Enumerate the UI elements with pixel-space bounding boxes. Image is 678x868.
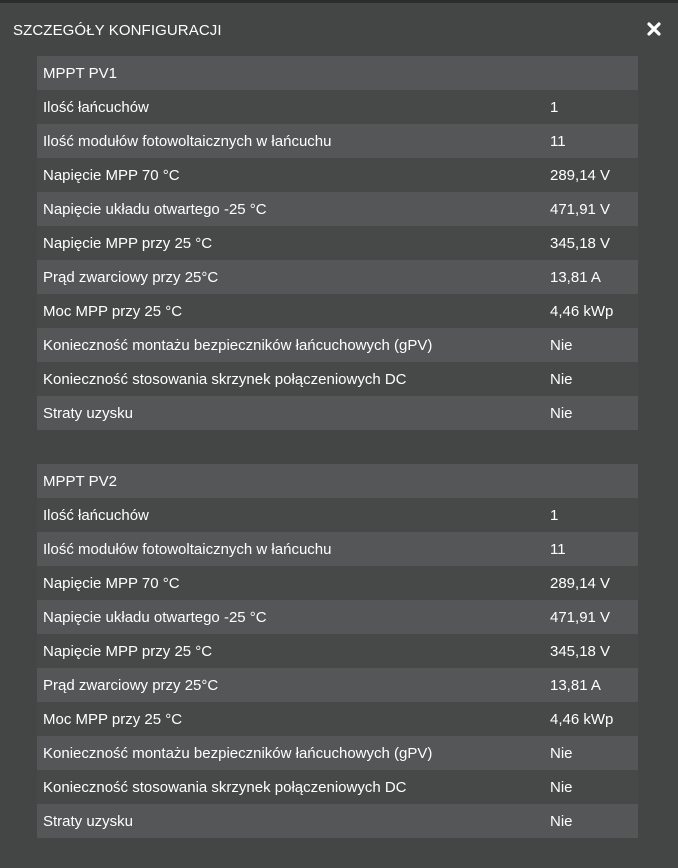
table-row — [37, 362, 638, 396]
table-row — [37, 736, 638, 770]
close-button[interactable] — [645, 20, 663, 38]
table-row — [37, 532, 638, 566]
row-label: Napięcie MPP 70 °C — [43, 574, 180, 592]
row-label: Napięcie MPP przy 25 °C — [43, 642, 213, 660]
table-row — [37, 90, 638, 124]
mppt-section — [37, 464, 638, 838]
row-label: Ilość łańcuchów — [43, 98, 149, 116]
dialog-header — [0, 3, 678, 56]
table-row — [37, 600, 638, 634]
section-header-row — [37, 56, 638, 90]
row-value: 11 — [550, 132, 566, 150]
table-row — [37, 260, 638, 294]
row-label: Napięcie układu otwartego -25 °C — [43, 608, 267, 626]
row-value: 289,14 V — [550, 574, 611, 592]
row-value: 4,46 kWp — [550, 710, 614, 728]
table-row — [37, 566, 638, 600]
table-row — [37, 192, 638, 226]
table-row — [37, 226, 638, 260]
row-value: Nie — [550, 370, 573, 388]
row-label: Napięcie MPP przy 25 °C — [43, 234, 213, 252]
mppt-section — [37, 56, 638, 430]
row-value: 11 — [550, 540, 566, 558]
row-value: Nie — [550, 744, 573, 762]
row-value: Nie — [550, 812, 573, 830]
row-value: 471,91 V — [550, 200, 611, 218]
table-row — [37, 634, 638, 668]
table-row — [37, 158, 638, 192]
row-label: Straty uzysku — [43, 812, 134, 830]
row-label: Napięcie MPP 70 °C — [43, 166, 180, 184]
table-row — [37, 396, 638, 430]
table-row — [37, 702, 638, 736]
row-label: Konieczność montażu bezpieczników łańcuchowych (gPV) — [43, 336, 433, 354]
row-value: Nie — [550, 336, 573, 354]
row-label: Moc MPP przy 25 °C — [43, 710, 183, 728]
section-title: MPPT PV1 — [43, 64, 117, 82]
table-row — [37, 124, 638, 158]
table-row — [37, 498, 638, 532]
row-value: 13,81 A — [550, 268, 601, 286]
row-label: Prąd zwarciowy przy 25°C — [43, 676, 219, 694]
table-row — [37, 770, 638, 804]
table-row — [37, 328, 638, 362]
table-row — [37, 804, 638, 838]
section-title: MPPT PV2 — [43, 472, 117, 490]
row-value: 4,46 kWp — [550, 302, 614, 320]
row-label: Ilość łańcuchów — [43, 506, 149, 524]
section-header-row — [37, 464, 638, 498]
row-value: 1 — [550, 98, 559, 116]
row-label: Konieczność stosowania skrzynek połączeniowych DC — [43, 370, 407, 388]
row-label: Konieczność stosowania skrzynek połączeniowych DC — [43, 778, 407, 796]
row-label: Prąd zwarciowy przy 25°C — [43, 268, 219, 286]
row-value: Nie — [550, 778, 573, 796]
row-value: 289,14 V — [550, 166, 611, 184]
row-value: Nie — [550, 404, 573, 422]
row-label: Straty uzysku — [43, 404, 134, 422]
sections-container — [0, 56, 678, 838]
table-row — [37, 668, 638, 702]
table-row — [37, 294, 638, 328]
row-value: 13,81 A — [550, 676, 601, 694]
row-value: 471,91 V — [550, 608, 611, 626]
row-value: 345,18 V — [550, 234, 611, 252]
row-value: 345,18 V — [550, 642, 611, 660]
row-value: 1 — [550, 506, 559, 524]
close-icon — [647, 22, 661, 36]
dialog-title: SZCZEGÓŁY KONFIGURACJI — [13, 22, 222, 39]
row-label: Moc MPP przy 25 °C — [43, 302, 183, 320]
row-label: Ilość modułów fotowoltaicznych w łańcuchu — [43, 132, 332, 150]
row-label: Konieczność montażu bezpieczników łańcuchowych (gPV) — [43, 744, 433, 762]
row-label: Ilość modułów fotowoltaicznych w łańcuchu — [43, 540, 332, 558]
row-label: Napięcie układu otwartego -25 °C — [43, 200, 267, 218]
